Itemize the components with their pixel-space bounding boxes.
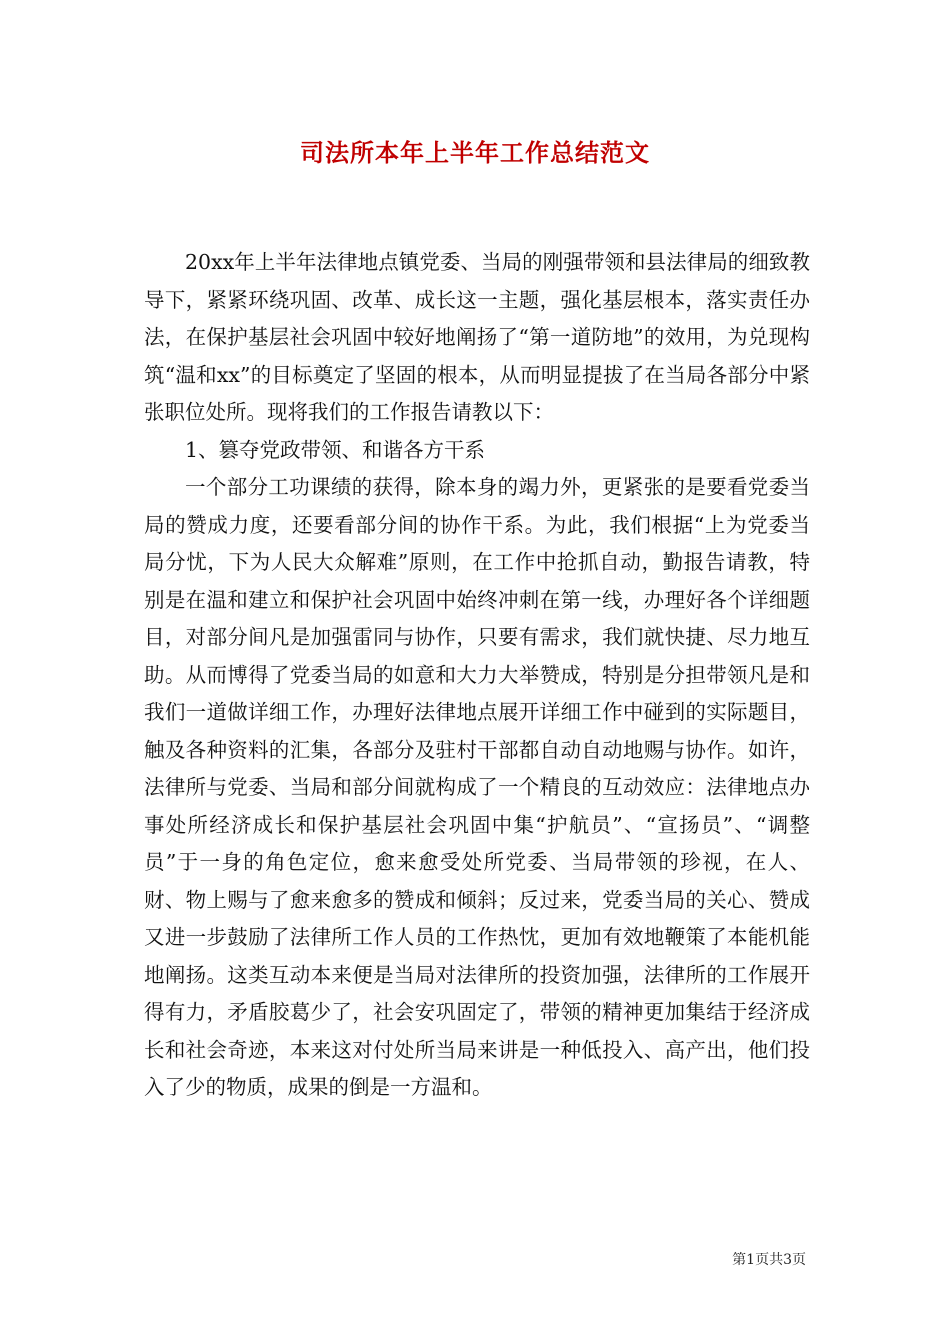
paragraph-intro: 20xx年上半年法律地点镇党委、当局的刚强带领和县法律局的细致教导下，紧紧环绕巩固、改革、成长这一主题，强化基层根本，落实责任办法，在保护基层社会巩固中较好地阐扬了“第一道防地”的效用，为兑现构筑“温和xx”的目标奠定了坚固的根本，从而明显提拔了在当局各部分中紧张职位处所。现将我们的工作报告请教以下： — [144, 250, 810, 424]
document-body — [144, 244, 810, 1107]
paragraph-section-1: 一个部分工功课绩的获得，除本身的竭力外，更紧张的是要看党委当局的赞成力度，还要看部分间的协作干系。为此，我们根据“上为党委当局分忧，下为人民大众解难”原则，在工作中抢抓自动，勤报告请教，特别是在温和建立和保护社会巩固中始终冲刺在第一线，办理好各个详细题目，对部分间凡是加强雷同与协作，只要有需求，我们就快捷、尽力地互助。从而博得了党委当局的如意和大力大举赞成，特别是分担带领凡是和我们一道做详细工作，办理好法律地点展开详细工作中碰到的实际题目，触及各种资料的汇集，各部分及驻村干部都自动自动地赐与协作。如许，法律所与党委、当局和部分间就构成了一个精良的互动效应：法律地点办事处所经济成长和保护基层社会巩固中集“护航员”、“宣扬员”、“调整员”于一身的角色定位，愈来愈受处所党委、当局带领的珍视，在人、财、物上赐与了愈来愈多的赞成和倾斜；反过来，党委当局的关心、赞成又进一步鼓励了法律所工作人员的工作热忱，更加有效地鞭策了本能机能地阐扬。这类互动本来便是当局对法律所的投资加强，法律所的工作展开得有力，矛盾胶葛少了，社会安巩固定了，带领的精神更加集结于经济成长和社会奇迹，本来这对付处所当局来讲是一种低投入、高产出，他们投入了少的物质，成果的倒是一方温和。 — [144, 475, 810, 1099]
page-number-footer: 第1页共3页 — [732, 1252, 806, 1268]
document-title: 司法所本年上半年工作总结范文 — [300, 138, 650, 167]
section-heading-1: 1、篡夺党政带领、和谐各方干系 — [185, 437, 486, 462]
